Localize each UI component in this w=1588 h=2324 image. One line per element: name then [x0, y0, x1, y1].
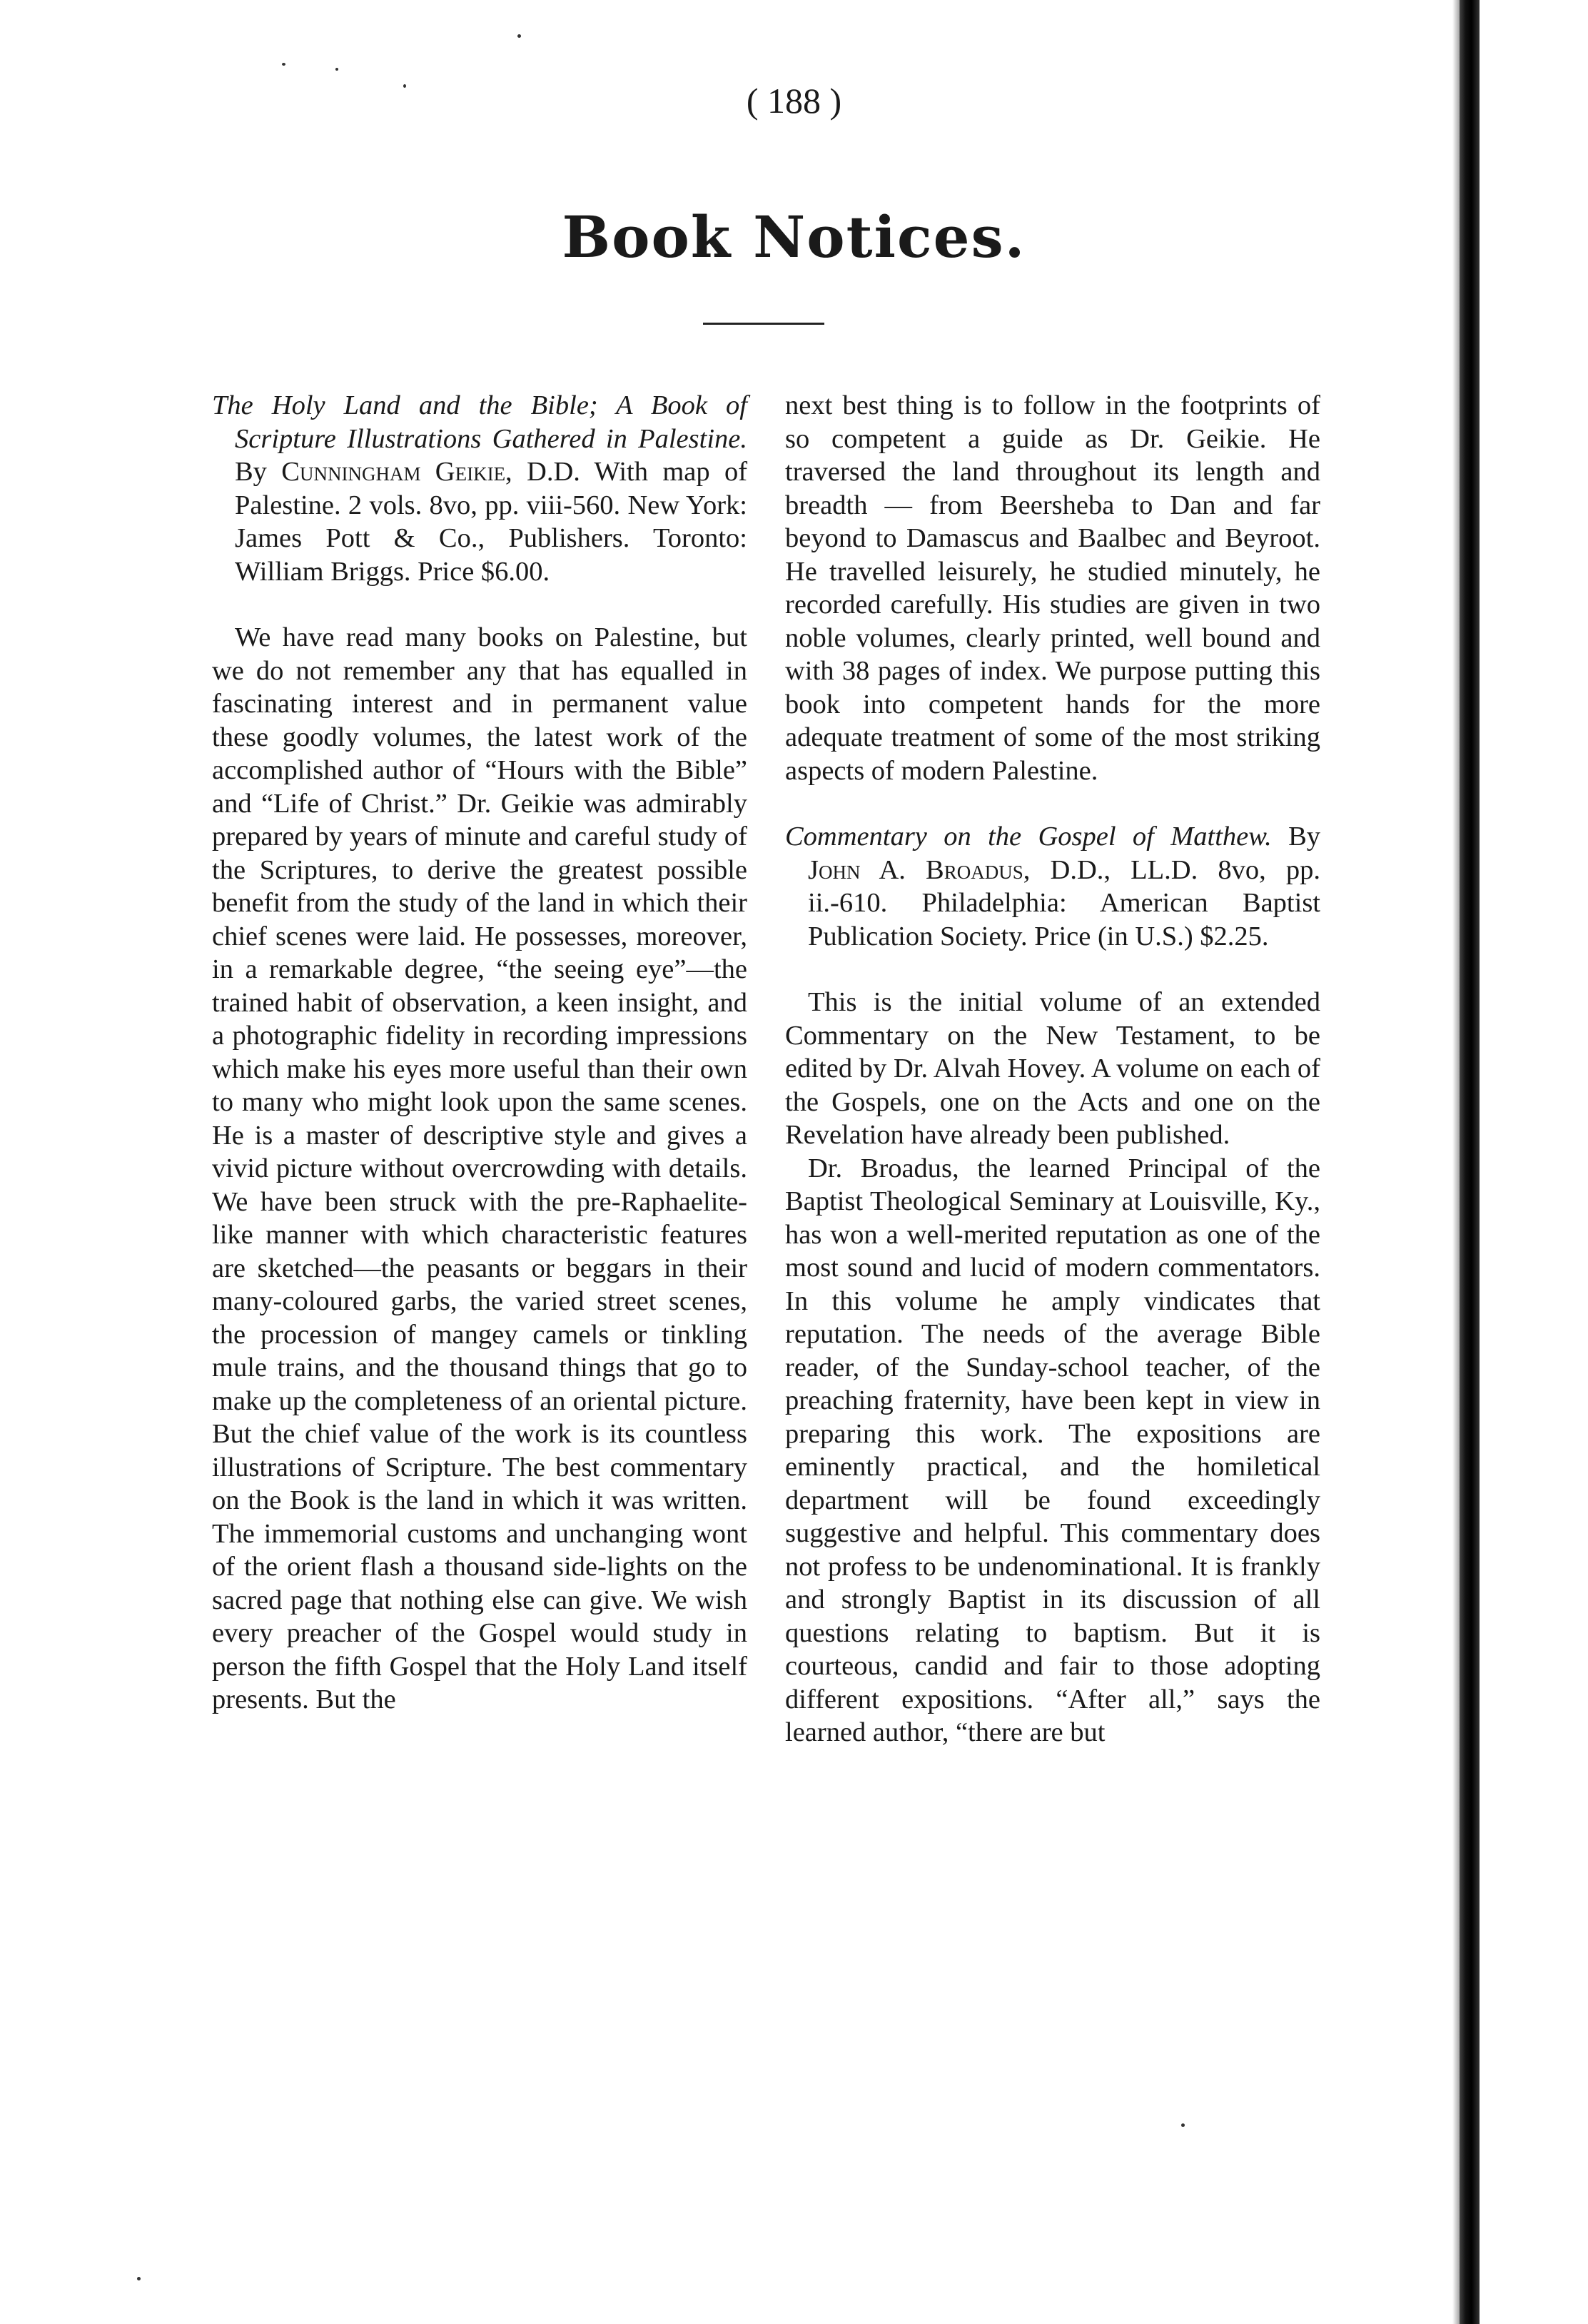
scan-speck	[282, 63, 285, 66]
spacer	[785, 787, 1320, 820]
scan-speck	[335, 68, 338, 71]
review-continuation-holy-land: next best thing is to follow in the footprints of so competent a guide as Dr. Geikie. He traversed the land throughout its length and breadth — from Beersheba to Dan and far beyond to Damascus and Baalbec and Beyroot. He travelled leisurely, he studied minutely, he recorded carefully. His studies are given in two noble volumes, clearly printed, well bound and with 38 pages of index. We purpose putting this book into competent hands for the more adequate treatment of some of the most striking aspects of modern Palestine.	[785, 390, 1320, 786]
book-title: The Holy Land and the Bible; A Book of Scripture Illustrations Gathered in Palestine.	[212, 390, 747, 454]
scan-speck	[517, 34, 521, 38]
book-title: Commentary on the Gospel of Matthew.	[785, 822, 1272, 852]
by-label: By	[235, 457, 267, 487]
binding-edge	[1460, 0, 1480, 2324]
review-body-matthew-para1: This is the initial volume of an extended Commentary on the New Testament, to be edited by Dr. Alvah Hovey. A volume on each of the Gospels, one on the Acts and one on the Revelation have already been published.	[785, 987, 1320, 1150]
scan-speck	[1181, 2123, 1185, 2127]
section-heading: Book Notices.	[562, 203, 1026, 271]
book-details: 8vo, pp. ii.-610. Philadelphia: American Baptist Publication Society. Price (in U.S.) $2.25.	[808, 854, 1320, 951]
left-column	[212, 389, 747, 1717]
page-edge-shadow	[1452, 0, 1460, 2324]
book-author: Cunningham Geikie, D.D.	[281, 457, 580, 487]
by-label: By	[1288, 822, 1320, 852]
book-notice-citation-holy-land	[212, 389, 747, 588]
right-column	[785, 389, 1320, 1749]
book-details: With map of Palestine. 2 vols. 8vo, pp. viii-560. New York: James Pott & Co., Publishers. Toronto: William Briggs. Price $6.00.	[235, 457, 748, 587]
book-notice-citation-matthew	[785, 820, 1320, 953]
review-body-holy-land: We have read many books on Palestine, but we do not remember any that has equalled in fascinating interest and in permanent value these goodly volumes, the latest work of the accomplished author of “Hours with the Bible” and “Life of Christ.” Dr. Geikie was admirably prepared by years of minute and careful study of the Scriptures, to derive the greatest possible benefit from the study of the land in which their chief scenes were laid. He possesses, moreover, in a remarkable degree, “the seeing eye”—the trained habit of observation, a keen insight, and a photographic fidelity in recording impressions which make his eyes more useful than their own to many who might look upon the same scenes. He is a master of descriptive style and gives a vivid picture without overcrowding with details. We have been struck with the pre-Raphaelite-like manner with which characteristic features are sketched—the peasants or beggars in their many-coloured garbs, the varied street scenes, the procession of mangey camels or tinkling mule trains, and the thousand things that go to make up the completeness of an oriental picture. But the chief value of the work is its countless illustrations of Scripture. The best commentary on the Book is the land in which it was written. The immemorial customs and unchanging wont of the orient flash a thousand side-lights on the sacred page that nothing else can give. We wish every preacher of the Gospel would study in person the fifth Gospel that the Holy Land itself presents. But the	[212, 622, 747, 1714]
review-body-matthew-para2: Dr. Broadus, the learned Principal of the Baptist Theological Seminary at Louisville, Ky., has won a well-merited reputation as one of the most sound and lucid of modern commentators. In this volume he amply vindicates that reputation. The needs of the average Bible reader, of the Sunday-school teacher, of the preaching fraternity, have been kept in view in preparing this work. The expositions are eminently practical, and the homiletical department will be found exceedingly suggestive and helpful. This commentary does not profess to be undenominational. It is frankly and strongly Baptist in its discussion of all questions relating to baptism. But it is courteous, candid and fair to those adopting different expositions. “After all,” says the learned author, “there are but	[785, 1153, 1320, 1747]
page-number: ( 188 )	[746, 81, 842, 121]
book-author: John A. Broadus, D.D., LL.D.	[808, 854, 1198, 885]
scan-speck	[403, 84, 406, 88]
heading-divider	[703, 323, 824, 325]
scan-speck	[137, 2277, 141, 2280]
